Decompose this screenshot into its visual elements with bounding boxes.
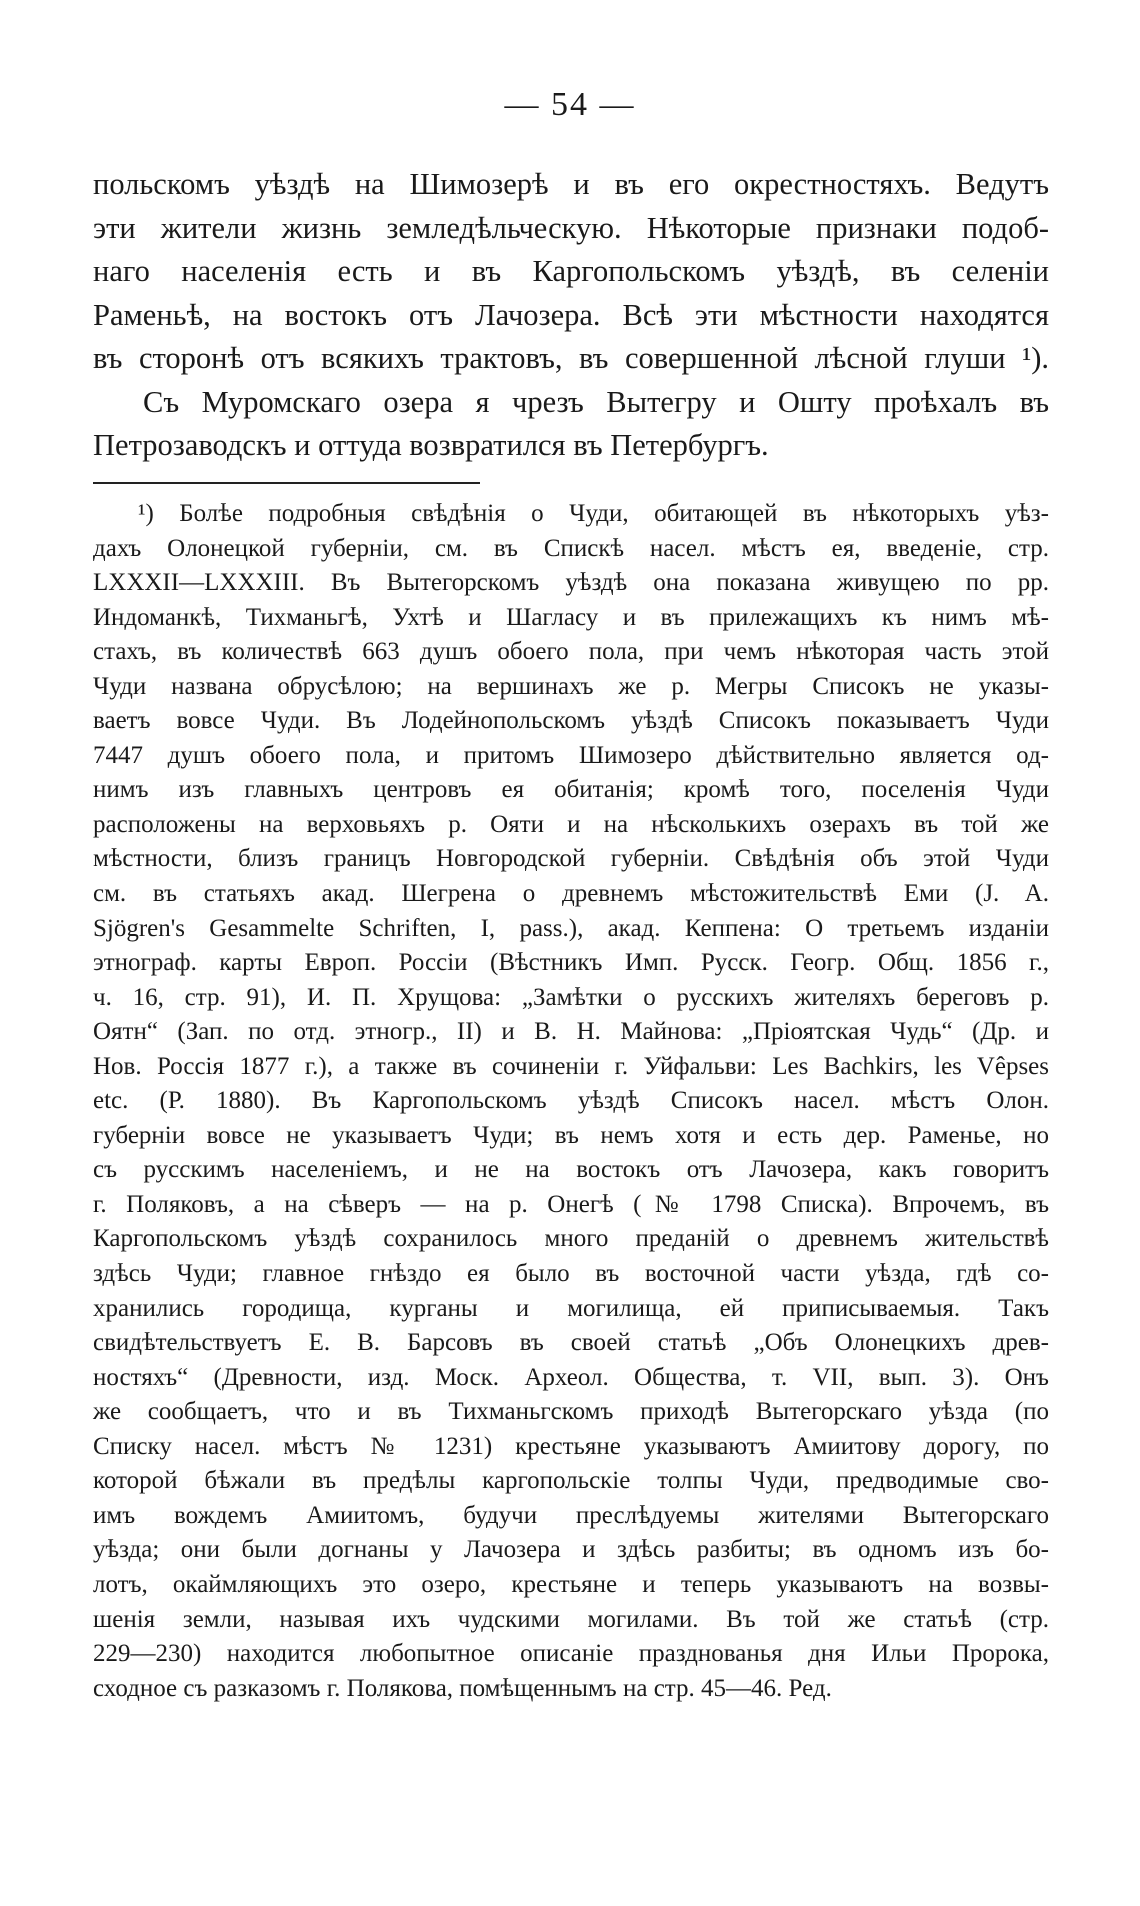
footnote-line: сходное съ разказомъ г. Полякова, помѣщеннымъ на стр. 45—46. Ред. — [93, 1674, 832, 1702]
footnote-line: шенія земли, называя ихъ чудскими могилами. Въ той же статьѣ (стр. — [93, 1605, 1049, 1633]
footnote-line: стахъ, въ количествѣ 663 душъ обоего пола, при чемъ нѣкоторая часть этой — [93, 638, 1049, 666]
footnote-divider — [93, 482, 480, 484]
footnote-line: дахъ Олонецкой губерніи, см. въ Спискѣ насел. мѣстъ ея, введеніе, стр. — [93, 534, 1049, 562]
footnote-line: ¹) Болѣе подробныя свѣдѣнія о Чуди, обитающей въ нѣкоторыхъ уѣз- — [138, 500, 1049, 527]
footnote-line: которой бѣжали въ предѣлы каргопольскіе толпы Чуди, предводимые сво- — [93, 1467, 1049, 1495]
body-line: польскомъ уѣздѣ на Шимозерѣ и въ его окрестностяхъ. Ведутъ — [93, 167, 1049, 201]
body-line: Петрозаводскъ и оттуда возвратился въ Петербургъ. — [93, 428, 769, 462]
footnote-line: ваетъ вовсе Чуди. Въ Лодейнопольскомъ уѣздѣ Списокъ показываетъ Чуди — [93, 707, 1049, 735]
footnote-line: мѣстности, близъ границъ Новгородской губерніи. Свѣдѣнія объ этой Чуди — [93, 845, 1049, 873]
footnote-line: хранились городища, курганы и могилища, ей приписываемыя. Такъ — [93, 1294, 1049, 1322]
footnote-line: ч. 16, стр. 91), И. П. Хрущова: „Замѣтки о русскихъ жителяхъ береговъ р. — [93, 983, 1049, 1011]
footnote-line: Sjögren's Gesammelte Schriften, I, pass.), акад. Кеппена: О третьемъ изданіи — [93, 914, 1049, 942]
footnote-line: 7447 душъ обоего пола, и притомъ Шимозеро дѣйствительно является од- — [93, 741, 1049, 769]
main-text — [93, 163, 1049, 468]
footnote-line: этнограф. карты Европ. Россіи (Вѣстникъ Имп. Русск. Геогр. Общ. 1856 г., — [93, 949, 1049, 977]
footnote-line: Нов. Россія 1877 г.), а также въ сочиненіи г. Уйфальви: Les Bachkirs, les Vêpses — [93, 1052, 1049, 1080]
footnote-line: здѣсь Чуди; главное гнѣздо ея было въ восточной части уѣзда, гдѣ со- — [93, 1260, 1049, 1288]
footnote-line: etc. (Р. 1880). Въ Каргопольскомъ уѣздѣ Списокъ насел. мѣстъ Олон. — [93, 1087, 1049, 1115]
footnote-line: Оятн“ (Зап. по отд. этногр., II) и В. Н. Майнова: „Пріоятская Чудь“ (Др. и — [93, 1018, 1049, 1046]
body-line: наго населенія есть и въ Каргопольскомъ уѣздѣ, въ селеніи — [93, 254, 1049, 288]
footnote-line: Чуди названа обрусѣлою; на вершинахъ же р. Мегры Списокъ не указы- — [93, 672, 1049, 700]
footnote-line: съ русскимъ населеніемъ, и не на востокъ отъ Лачозера, какъ говоритъ — [93, 1156, 1049, 1184]
footnote-line: лотъ, окаймляющихъ это озеро, крестьяне и теперь указываютъ на возвы- — [93, 1570, 1049, 1598]
footnote — [93, 497, 1049, 1706]
footnote-line: свидѣтельствуетъ Е. В. Барсовъ въ своей статьѣ „Объ Олонецкихъ древ- — [93, 1329, 1049, 1357]
body-line: Съ Муромскаго озера я чрезъ Вытегру и Ошту проѣхалъ въ — [143, 384, 1049, 419]
page-number: — 54 — — [504, 86, 636, 123]
footnote-line: Списку насел. мѣстъ № 1231) крестьяне указываютъ Амиитову дорогу, по — [93, 1432, 1049, 1460]
footnote-line: Индоманкѣ, Тихманьгѣ, Ухтѣ и Шагласу и въ прилежащихъ къ нимъ мѣ- — [93, 603, 1049, 631]
footnote-line: г. Поляковъ, а на сѣверъ — на р. Онегѣ (№ 1798 Списка). Впрочемъ, въ — [93, 1190, 1049, 1218]
footnote-line: 229—230) находится любопытное описаніе празднованья дня Ильи Пророка, — [93, 1640, 1049, 1668]
body-line: эти жители жизнь земледѣльческую. Нѣкоторые признаки подоб- — [93, 210, 1049, 245]
footnote-line: см. въ статьяхъ акад. Шегрена о древнемъ мѣстожительствѣ Еми (J. A. — [93, 880, 1049, 908]
footnote-line: ностяхъ“ (Древности, изд. Моск. Археол. Общества, т. VII, вып. 3). Онъ — [93, 1363, 1049, 1391]
footnote-line: же сообщаетъ, что и въ Тихманьгскомъ приходѣ Вытегорскаго уѣзда (по — [93, 1398, 1049, 1426]
body-line: въ сторонѣ отъ всякихъ трактовъ, въ совершенной лѣсной глуши ¹). — [93, 341, 1049, 375]
footnote-line: имъ вождемъ Амиитомъ, будучи преслѣдуемы жителями Вытегорскаго — [93, 1501, 1049, 1529]
footnote-line: губерніи вовсе не указываетъ Чуди; въ немъ хотя и есть дер. Раменье, но — [93, 1121, 1049, 1149]
footnote-line: LXXXII—LXXXIII. Въ Вытегорскомъ уѣздѣ она показана живущею по рр. — [93, 569, 1049, 597]
body-line: Раменьѣ, на востокъ отъ Лачозера. Всѣ эти мѣстности находятся — [93, 297, 1049, 332]
footnote-line: уѣзда; они были догнаны у Лачозера и здѣсь разбиты; въ одномъ изъ бо- — [93, 1536, 1049, 1564]
footnote-line: расположены на верховьяхъ р. Ояти и на нѣсколькихъ озерахъ въ той же — [93, 810, 1049, 838]
footnote-line: Каргопольскомъ уѣздѣ сохранилось много преданій о древнемъ жительствѣ — [93, 1225, 1049, 1253]
footnote-line: нимъ изъ главныхъ центровъ ея обитанія; кромѣ того, поселенія Чуди — [93, 776, 1049, 804]
